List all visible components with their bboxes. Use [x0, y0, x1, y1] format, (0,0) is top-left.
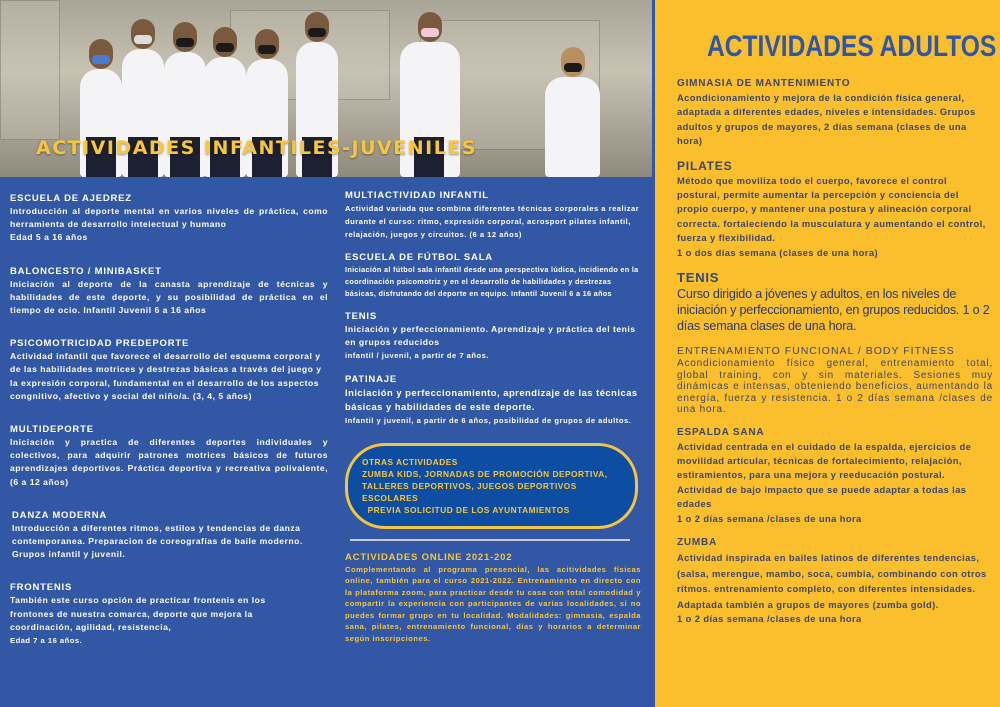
activity-heading: PILATES	[677, 158, 733, 173]
activity-heading: DANZA MODERNA	[12, 509, 108, 521]
activity-baloncesto	[10, 265, 328, 318]
activity-frontenis	[10, 581, 310, 647]
online-heading: ACTIVIDADES ONLINE 2021-202	[345, 551, 513, 563]
otras-actividades-text	[362, 456, 629, 516]
activity-heading: PATINAJE	[345, 373, 397, 385]
activity-schedule: 1 o 2 días semana /clases de una hora	[677, 613, 862, 624]
activity-heading: ESCUELA DE FÚTBOL SALA	[345, 252, 493, 263]
activity-heading: FRONTENIS	[10, 582, 73, 594]
otras-actividades-box	[345, 443, 638, 529]
person	[80, 69, 122, 177]
adultos-title: ACTIVIDADES ADULTOS	[707, 30, 997, 63]
activity-heading: ZUMBA	[677, 537, 718, 548]
infantil-title: ACTIVIDADES INFANTILES-JUVENILES	[36, 137, 477, 159]
activity-futbol-sala	[345, 251, 641, 300]
activity-body: Curso dirigido a jóvenes y adultos, en los niveles de iniciación y perfeccionamiento, en grupos reducidos. 1 o 2 días semana clases de una hora.	[677, 287, 990, 334]
activity-body: Método que moviliza todo el cuerpo, favorece el control postural, permite aumentar la percepción y conciencia del propio cuerpo, y mantener una postura y alineación corporal correcta. fortaleciendo la musculatura y aumentando el control, fuerza y flexibilidad.	[677, 174, 986, 244]
activity-body: Actividad inspirada en bailes latinos de diferentes tendencias, (salsa, merengue, mambo, soca, cumbia, combinando con otros rítmos. entrenamiento completo, con diferentes intensidades. Adaptada también a grupos de mayores (zumba gold).	[677, 552, 987, 610]
activities-online	[345, 551, 641, 645]
activity-body: Iniciación al deporte de la canasta aprendizaje de técnicas y habilidades de este deporte, y su posibilidad de práctica en el tiempo de ocio. Infantil Juvenil 6 a 16 años	[10, 278, 328, 316]
activity-multiactividad	[345, 189, 641, 241]
activity-heading: GIMNASIA DE MANTENIMIENTO	[677, 78, 851, 89]
activity-body: Acondicionamiento físico general, entrenamiento total, global training, con y sin materiales. Sesiones muy dinámicas e intensas, obteniendo beneficios, aumentando la energía, fuerza y resistencia. 1 o 2 días semana /clases de una hora.	[677, 358, 993, 416]
activity-heading: PSICOMOTRICIDAD PREDEPORTE	[10, 338, 190, 350]
activity-gimnasia	[677, 77, 993, 149]
activity-body: Iniciación y practica de diferentes deportes individuales y colectivos, para adquirir patrones motrices básicos de futuros aprendizajes deportivos. Práctica deportiva y recreativa polivalente, (6 a 12 años)	[10, 437, 328, 487]
activity-body: Iniciación y perfeccionamiento. Aprendizaje y práctica del tenis en grupos reducidos	[345, 324, 636, 348]
activity-body: Acondicionamiento y mejora de la condición física general, adaptada a diferentes edades, niveles e intensidades. Grupos adultos y grupos de mayores, 2 días semana (clases de una hora)	[677, 92, 976, 147]
activity-age: infantil / juvenil, a partir de 7 años.	[345, 351, 489, 361]
activity-multideporte	[10, 423, 328, 489]
activity-heading: MULTIDEPORTE	[10, 424, 94, 436]
activity-body: También este curso opción de practicar frontenis en los frontones de nuestra comarca, deporte que mejora la coordinación, agilidad, resistencia,	[10, 595, 266, 632]
person	[545, 77, 600, 177]
activity-body: Introducción a diferentes ritmos, estilos y tendencias de danza contemporanea. Preparacion de coreografías de baile moderno. Grupos infantil y juvenil.	[12, 522, 303, 560]
otras-line: TALLERES DEPORTIVOS, JUEGOS DEPORTIVOS ESCOLARES	[362, 480, 577, 503]
online-body: Complementando al programa presencial, las acitividades físicas online, también para el curso 2021-2022. Entrenamiento en directo con la plataforma zoom, para practicar desde tu casa con total comodidad y compartir la experiencia con participantes de varias localidades, si no puedes formar grupo en tu localidad. Modalidades: gimnasia, espalda sana, pilates, entrenamiento funcional, días y horarios a determinar según inscripciones.	[345, 564, 641, 643]
activity-heading: MULTIACTIVIDAD INFANTIL	[345, 190, 489, 201]
activity-heading: ESCUELA DE AJEDREZ	[10, 193, 132, 204]
activity-schedule: 1 o 2 días semana /clases de una hora	[677, 512, 862, 524]
activity-zumba	[677, 536, 993, 626]
otras-line: ZUMBA KIDS, JORNADAS DE PROMOCIÓN DEPORTIVA,	[362, 468, 608, 479]
infantil-middle-column	[345, 189, 641, 644]
activity-tenis-adultos	[677, 270, 993, 334]
infantil-left-column	[10, 192, 328, 647]
group-photo	[0, 0, 652, 177]
activity-psicomotricidad	[10, 337, 328, 403]
activity-heading: TENIS	[677, 270, 720, 286]
activity-heading: TENIS	[345, 311, 377, 322]
activity-body: Actividad variada que combina diferentes técnicas corporales a realizar durante el curso: ritmo, expresión corporal, acrosport pilates infantil, relajación, juegos y circuitos. (6 a 12 años)	[345, 204, 640, 239]
otras-line: PREVIA SOLICITUD DE LOS AYUNTAMIENTOS	[362, 504, 570, 515]
activity-entrenamiento-funcional	[677, 344, 993, 416]
activity-heading: ENTRENAMIENTO FUNCIONAL / BODY FITNESS	[677, 345, 955, 358]
activity-age: Infantil y juvenil, a partir de 6 años, posibilidad de grupos de adultos.	[345, 415, 632, 425]
divider	[350, 539, 630, 541]
otras-heading: OTRAS ACTIVIDADES	[362, 456, 458, 467]
activity-age: Edad 5 a 16 años	[10, 232, 88, 243]
activity-espalda-sana	[677, 426, 993, 526]
person	[204, 57, 246, 177]
activity-heading: BALONCESTO / MINIBASKET	[10, 265, 162, 277]
activity-tenis-infantil	[345, 310, 641, 363]
activity-body: Introducción al deporte mental en varios niveles de práctica, como herramienta de desarrollo intelectual y humano	[10, 206, 328, 230]
activity-body: Actividad centrada en el cuidado de la espalda, ejercicios de movilidad articular, técnicas de fortalecimiento, relajación, estiramientos, para una mejora y reeducación postural. Actividad de bajo impacto que se puede adaptar a todas las edades	[677, 440, 972, 510]
activity-danza	[10, 509, 328, 562]
activity-body: Iniciación y perfeccionamiento, aprendizaje de las técnicas básicas y habilidades de este deporte.	[345, 386, 638, 412]
activity-body: Iniciación al fútbol sala infantil desde una perspectiva lúdica, incidiendo en la coordinación psicomotriz y en el desarrollo de habilidades y destrezas básicas, disfrutando del deporte en equipo. Infantil Juvenil 6 a 16 años	[345, 265, 639, 298]
stone-wall	[0, 0, 60, 140]
activity-patinaje	[345, 373, 641, 427]
activity-ajedrez	[10, 192, 328, 245]
person	[246, 59, 288, 177]
activity-body: Actividad infantil que favorece el desarrollo del esquema corporal y de las habilidades motrices y destrezas básicas a través del juego y la expresión corporal, fundamental en el desarrollo de los aspectos congnitivo, afectivo y social del niño/a. (3, 4, 5 años)	[10, 351, 322, 401]
adultos-column	[677, 77, 993, 626]
activity-age: Edad 7 a 16 años.	[10, 636, 83, 646]
activity-pilates	[677, 159, 993, 260]
activity-schedule: 1 o dos días semana (clases de una hora)	[677, 246, 878, 258]
activity-heading: ESPALDA SANA	[677, 426, 765, 438]
